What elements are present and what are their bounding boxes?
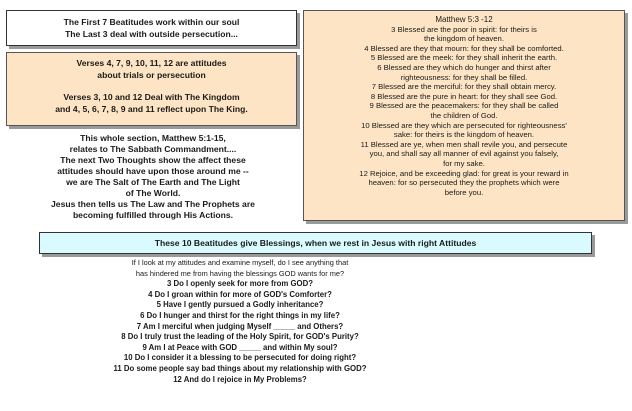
question-item: 12 And do I rejoice in My Problems? [173,374,307,384]
scripture-line: 4 Blessed are they that mourn: for they shall be comforted. [364,43,564,53]
scripture-line: 5 Blessed are the meek: for they shall inherit the earth. [370,53,558,63]
scripture-line: the kingdom of heaven. [424,34,504,44]
scripture-line: 3 Blessed are the poor in spirit: for theirs is [391,24,537,34]
last-three-line: The Last 3 deal with outside persecution... [65,29,238,39]
question-item: 8 Do I truly trust the leading of the Holy Spirit, for GOD's Purity? [121,332,359,342]
questions-intro-line: If I look at my attitudes and examine myself, do I see anything that [131,258,349,267]
question-item: 6 Do I hunger and thirst for the right things in my life? [140,310,340,320]
commentary-line: attitudes should have upon those around me -- [57,166,249,176]
verses-line-1: Verses 4, 7, 9, 10, 11, 12 are attitudes [76,58,227,68]
commentary-line: The next Two Thoughts show the affect these [60,155,246,165]
scripture-line: before you. [444,187,484,197]
scripture-line: 10 Blessed are they which are persecuted for righteousness' [361,120,567,130]
question-item: 10 Do I consider it a blessing to be persecuted for doing right? [123,353,357,363]
verses-line-4: and 4, 5, 6, 7, 8, 9 and 11 reflect upon The King. [55,104,248,114]
banner-text: These 10 Beatitudes give Blessings, when we rest in Jesus with right Attitudes [154,238,477,248]
verses-attitudes-box [6,52,297,126]
verses-line-2: about trials or persecution [97,70,206,80]
scripture-line: sake: for theirs is the kingdom of heaven. [393,130,535,140]
commentary-line: This whole section, Matthew 5:1-15, [80,133,226,143]
question-item: 4 Do I groan within for more of GOD's Comforter? [148,289,332,299]
scripture-line: heaven: for so persecuted they the prophets which were [368,178,560,188]
first-seven-line: The First 7 Beatitudes work within our soul [63,17,240,27]
scripture-line: 6 Blessed are they which do hunger and thirst after [377,62,551,72]
scripture-line: righteousness: for they shall be filled. [400,72,528,82]
question-item: 3 Do I openly seek for more from GOD? [166,279,313,289]
commentary-line: becoming fulfilled through His Actions. [72,210,234,220]
scripture-line: 11 Blessed are ye, when men shall revile you, and persecute [360,139,568,149]
scripture-line: 8 Blessed are the pure in heart: for they shall see God. [370,91,558,101]
commentary-line: we are The Salt of The Earth and The Light [66,177,240,187]
question-item: 5 Have I gently pursued a Godly inheritance? [156,300,324,310]
questions-intro-line: has hindered me from having the blessings GOD wants for me? [135,268,345,278]
section-commentary [6,133,300,221]
question-item: 7 Am I merciful when judging Myself _____ and Others? [136,321,344,331]
scripture-line: the children of God. [430,110,498,120]
scripture-line: you, and shall say all manner of evil against you falsely, [369,149,559,159]
matthew-scripture-box [303,10,625,221]
beatitudes-banner [39,232,592,254]
first-seven-box [6,10,297,46]
self-examination-questions [60,258,420,385]
scripture-line: for my sake. [443,158,485,168]
commentary-line: of The World. [125,188,181,198]
question-item: 11 Do some people say bad things about my relationship with GOD? [113,363,367,373]
scripture-line: 12 Rejoice, and be exceeding glad: for great is your reward in [359,168,569,178]
commentary-line: relates to The Sabbath Commandment.... [69,144,237,154]
question-item: 9 Am I at Peace with GOD _____ and within My soul? [142,342,338,352]
scripture-line: 9 Blessed are the peacemakers: for they shall be called [369,101,559,111]
matthew-heading: Matthew 5:3 -12 [435,15,493,24]
verses-line-3: Verses 3, 10 and 12 Deal with The Kingdom [63,92,240,102]
scripture-line: 7 Blessed are the merciful: for they shall obtain mercy. [371,82,557,92]
commentary-line: Jesus then tells us The Law and The Prophets are [51,199,255,209]
